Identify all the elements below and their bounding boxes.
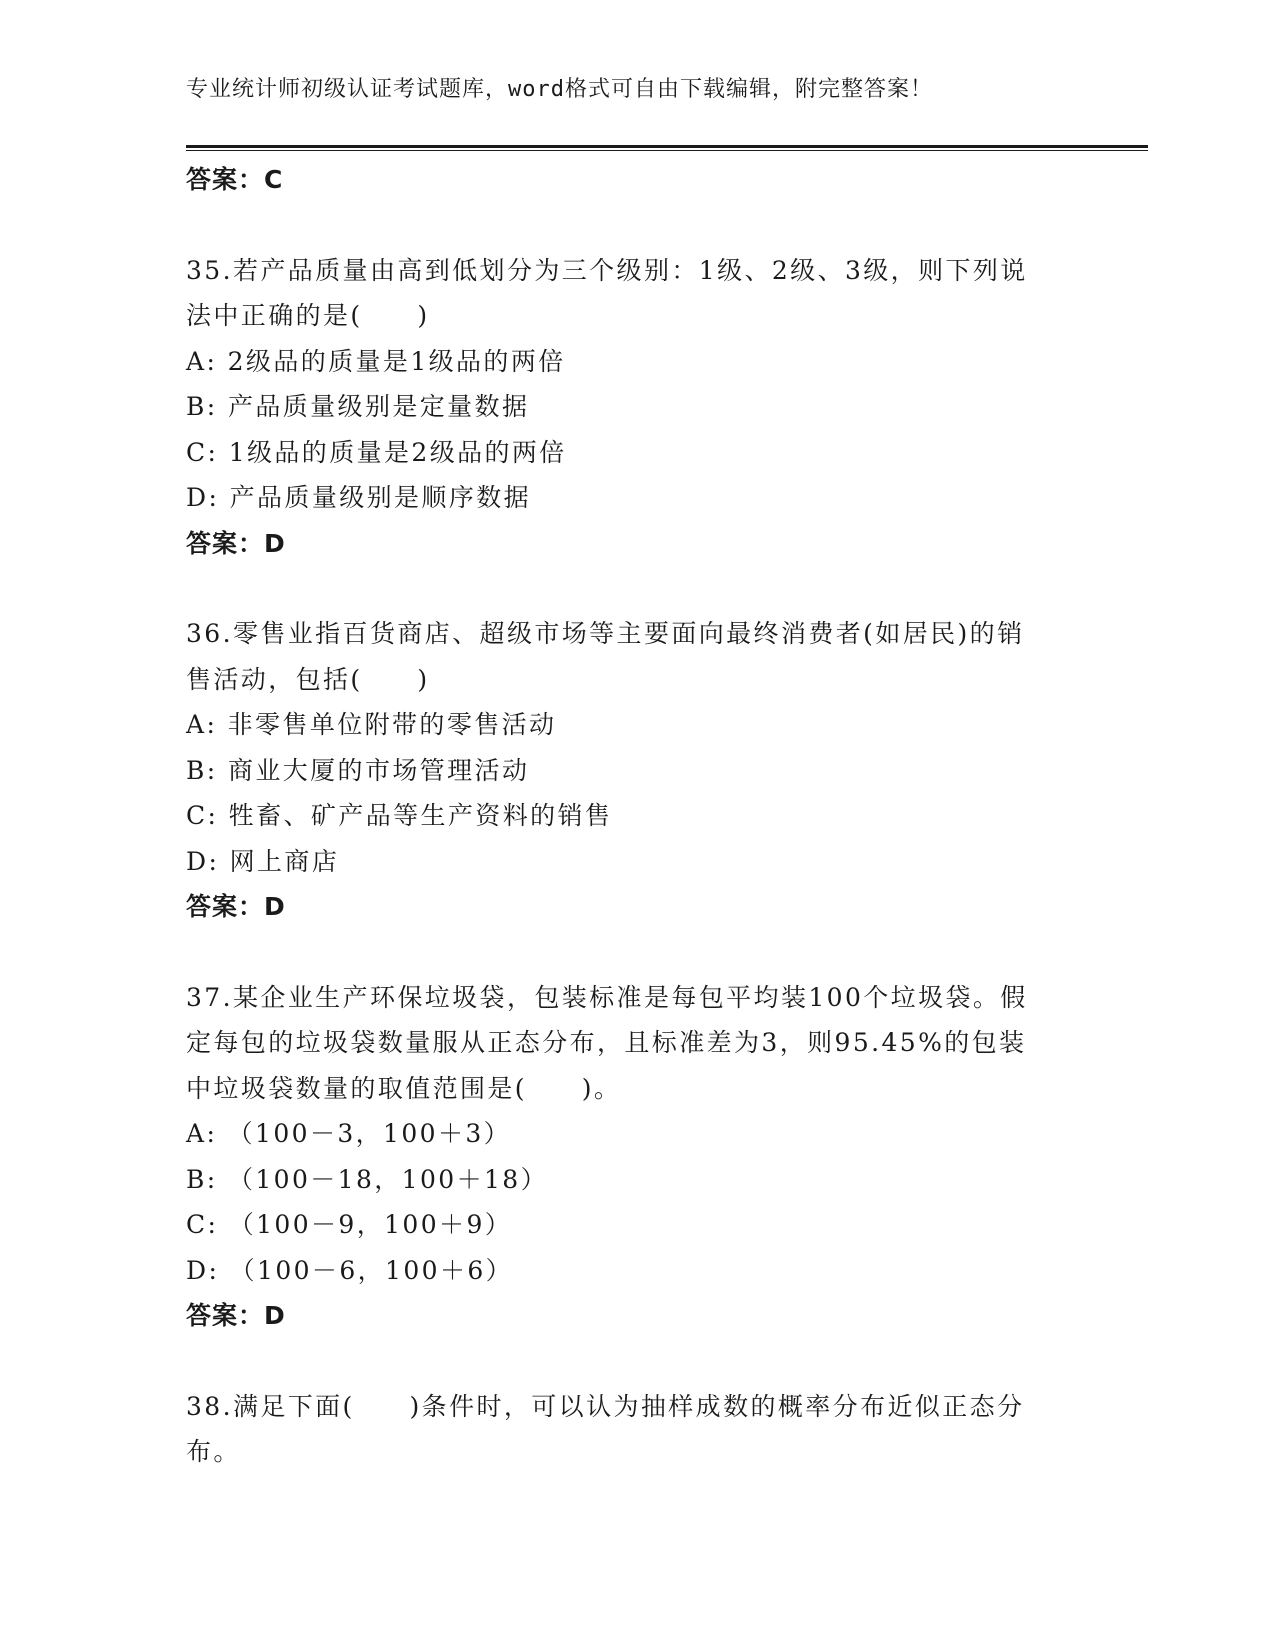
option-a: A: （100－3，100＋3） xyxy=(186,1119,512,1148)
question-list xyxy=(186,157,1086,1475)
question-stem-line: 35.若产品质量由高到低划分为三个级别：1级、2级、3级，则下列说 xyxy=(186,255,1028,285)
option-b: B: 产品质量级别是定量数据 xyxy=(186,392,530,421)
question-stem-line: 37.某企业生产环保垃圾袋，包装标准是每包平均装100个垃圾袋。假 xyxy=(186,982,1028,1012)
question-stem-line: 法中正确的是( ) xyxy=(186,301,430,330)
question-38 xyxy=(186,1384,1086,1475)
option-d: D: （100－6，100＋6） xyxy=(186,1255,514,1285)
option-c: C: 牲畜、矿产品等生产资料的销售 xyxy=(186,801,613,830)
answer-line: 答案：D xyxy=(186,528,286,558)
header-rule-thin xyxy=(186,150,1148,151)
question-stem-line: 38.满足下面( )条件时，可以认为抽样成数的概率分布近似正态分 xyxy=(186,1391,1025,1421)
option-c: C: （100－9，100＋9） xyxy=(186,1210,513,1239)
option-a: A: 非零售单位附带的零售活动 xyxy=(186,710,557,739)
question-stem-line: 中垃圾袋数量的取值范围是( )。 xyxy=(186,1073,622,1103)
question-stem-line: 36.零售业指百货商店、超级市场等主要面向最终消费者(如居民)的销 xyxy=(186,619,1025,648)
question-stem-line: 售活动，包括( ) xyxy=(186,664,430,694)
question-37 xyxy=(186,975,1086,1339)
question-stem-line: 布。 xyxy=(186,1437,241,1466)
previous-answer: 答案：C xyxy=(186,165,284,194)
option-b: B: 商业大厦的市场管理活动 xyxy=(186,755,530,785)
option-b: B: （100－18，100＋18） xyxy=(186,1164,548,1194)
option-a: A: 2级品的质量是1级品的两倍 xyxy=(186,346,566,376)
option-d: D: 产品质量级别是顺序数据 xyxy=(186,483,532,512)
question-stem-line: 定每包的垃圾袋数量服从正态分布，且标准差为3，则95.45%的包装 xyxy=(186,1028,1027,1057)
question-35 xyxy=(186,248,1086,567)
page-header: 专业统计师初级认证考试题库，word格式可自由下载编辑，附完整答案！ xyxy=(186,77,933,102)
question-36 xyxy=(186,611,1086,930)
header-rule-thick xyxy=(186,145,1148,148)
option-c: C: 1级品的质量是2级品的两倍 xyxy=(186,437,567,467)
answer-line: 答案：D xyxy=(186,1301,286,1330)
option-d: D: 网上商店 xyxy=(186,846,340,876)
answer-line: 答案：D xyxy=(186,892,286,921)
